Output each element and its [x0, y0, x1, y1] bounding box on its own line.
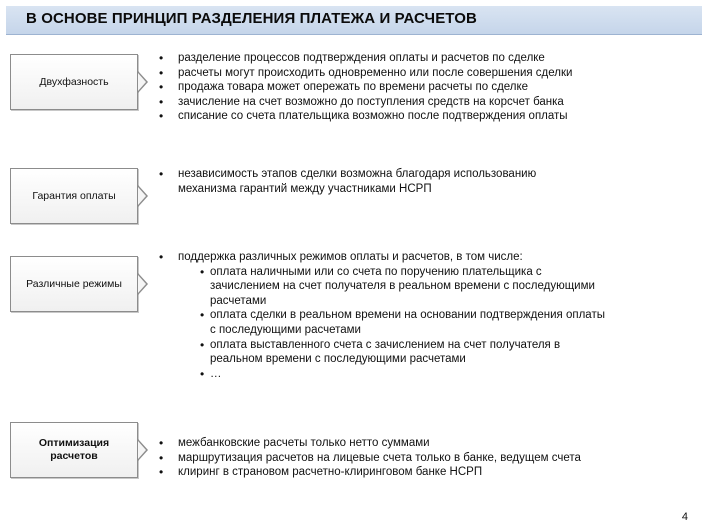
page-number: 4: [681, 511, 688, 523]
list-item: • зачисление на счет возможно до поступления средств на корсчет банка: [159, 95, 572, 110]
card-garantiya-oplaty: [10, 168, 138, 224]
card-label-line: Оптимизация: [38, 437, 110, 449]
sub-list-item: [200, 367, 605, 382]
list-item: • списание со счета плательщика возможно после подтверждения оплаты: [159, 109, 572, 124]
list-item: • межбанковские расчеты только нетто суммами: [159, 436, 581, 451]
list-item-line: независимость этапов сделки возможна благодаря использованию: [178, 168, 537, 180]
sub-item-line: оплата наличными или со счета по поручению плательщика с: [210, 265, 542, 278]
list-item-text: поддержка различных режимов оплаты и расчетов, в том числе:: [178, 251, 523, 263]
list-item: [159, 167, 536, 196]
sub-item-line: оплата сделки в реальном времени на основании подтверждения оплаты: [210, 309, 605, 322]
bullet-list-garantiya: [159, 167, 536, 196]
list-item: • расчеты могут происходить одновременно или после совершения сделки: [159, 66, 572, 81]
bullet-list-dvukhfaznost: [159, 51, 572, 124]
sub-item-line: …: [210, 367, 222, 380]
card-label-line: расчетов: [50, 450, 98, 462]
sub-item-line: расчетами: [210, 294, 267, 307]
sub-item-line: с последующими расчетами: [210, 323, 361, 336]
title-bar: [6, 6, 702, 35]
bullet-list-optimizatsiya: [159, 436, 581, 480]
list-item: • маршрутизация расчетов на лицевые счета только в банке, ведущем счета: [159, 451, 581, 466]
sub-list-item: [200, 338, 605, 367]
list-item: [159, 250, 605, 381]
sub-item-line: реальном времени с последующими расчетами: [210, 353, 466, 366]
card-dvukhfaznost: [10, 54, 138, 110]
sub-list-item: [200, 308, 605, 337]
card-label: Гарантия оплаты: [32, 189, 116, 202]
sub-item-line: зачислением на счет получателя в реальном времени с последующими: [210, 280, 595, 293]
list-item: • клиринг в страновом расчетно-клиринговом банке НСРП: [159, 465, 581, 480]
card-label: Различные режимы: [26, 277, 122, 290]
list-item: • продажа товара может опережать по времени расчеты по сделке: [159, 80, 572, 95]
list-item: • разделение процессов подтверждения оплаты и расчетов по сделке: [159, 51, 572, 66]
card-optimizatsiya: [10, 422, 138, 478]
bullet-list-rezhimy: [159, 250, 605, 381]
page-title: В ОСНОВЕ ПРИНЦИП РАЗДЕЛЕНИЯ ПЛАТЕЖА И РАСЧЕТОВ: [26, 10, 477, 27]
card-razlichnye-rezhimy: [10, 256, 138, 312]
card-label: Двухфазность: [39, 75, 109, 88]
card-label: [35, 437, 113, 463]
sub-item-line: оплата выставленного счета с зачислением на счет получателя в: [210, 338, 561, 351]
list-item-line: механизма гарантий между участниками НСРП: [178, 182, 432, 195]
sub-list-item: [200, 265, 605, 309]
sub-list: [178, 265, 605, 382]
